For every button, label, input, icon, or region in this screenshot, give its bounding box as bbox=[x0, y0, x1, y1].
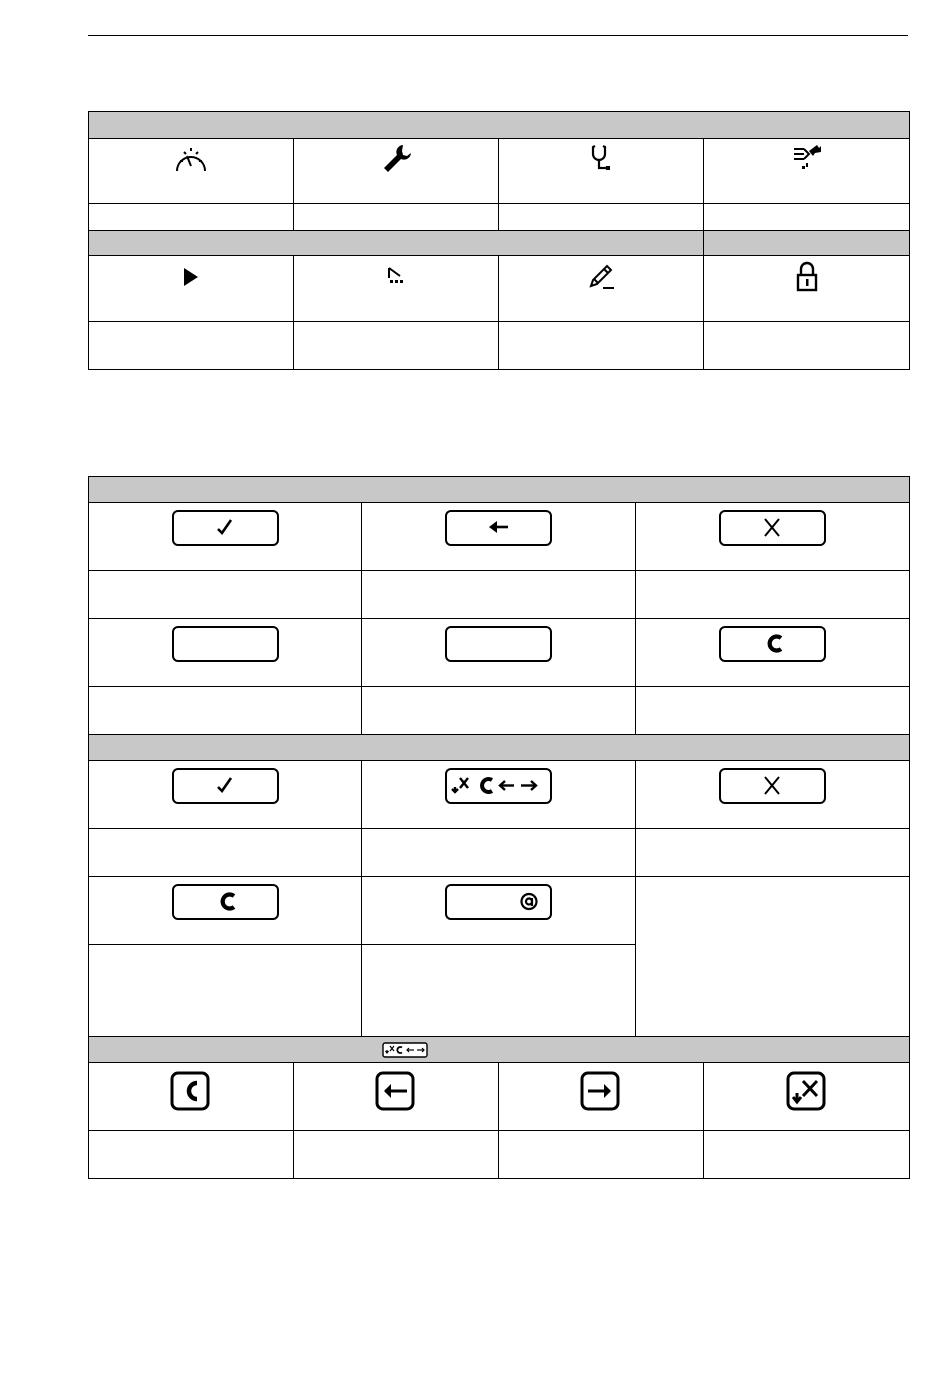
back-arrow-button[interactable] bbox=[445, 510, 552, 546]
label-cell bbox=[89, 1131, 294, 1179]
key-cell bbox=[89, 1063, 294, 1131]
keys-section1-row2 bbox=[89, 619, 910, 687]
dotted-play-icon bbox=[376, 256, 416, 296]
keys-section2-header-row bbox=[89, 735, 910, 761]
check-icon bbox=[174, 770, 276, 801]
pencil-icon bbox=[581, 256, 621, 296]
x-icon bbox=[721, 512, 823, 543]
key-cell bbox=[89, 619, 362, 687]
key-cell bbox=[362, 877, 636, 945]
table1-subheader-left bbox=[89, 231, 704, 256]
label-cell bbox=[89, 571, 362, 619]
table1-subheader-right bbox=[704, 231, 910, 256]
key-cell bbox=[704, 1063, 910, 1131]
table1-icon-row-2 bbox=[89, 256, 910, 322]
blank-button[interactable] bbox=[445, 626, 552, 662]
label-cell bbox=[499, 1131, 704, 1179]
label-cell bbox=[362, 945, 636, 1037]
check-button[interactable] bbox=[172, 510, 279, 546]
key-cell bbox=[636, 503, 910, 571]
key-cell bbox=[362, 761, 636, 829]
clear-key-icon[interactable] bbox=[169, 1069, 213, 1113]
label-cell bbox=[362, 687, 636, 735]
key-cell bbox=[636, 761, 910, 829]
play-cell bbox=[89, 256, 294, 322]
gauge-icon bbox=[171, 139, 211, 179]
header-rule bbox=[88, 35, 908, 36]
keys-section3-row1 bbox=[89, 1063, 910, 1131]
cursor-right-key-icon[interactable] bbox=[579, 1069, 623, 1113]
at-sign-button[interactable] bbox=[445, 884, 552, 920]
key-cell bbox=[636, 619, 910, 687]
check-icon bbox=[174, 512, 276, 543]
play-icon bbox=[171, 256, 211, 296]
label-cell bbox=[636, 687, 910, 735]
cursor-left-key-icon[interactable] bbox=[374, 1069, 418, 1113]
dotted-play-cell bbox=[294, 256, 499, 322]
label-cell bbox=[89, 945, 362, 1037]
keys-section1-label-row1 bbox=[89, 571, 910, 619]
clear-c-button[interactable] bbox=[719, 626, 826, 662]
back-arrow-icon bbox=[447, 512, 549, 543]
label-cell bbox=[704, 322, 910, 370]
label-cell bbox=[294, 322, 499, 370]
keys-section3-header bbox=[89, 1037, 910, 1063]
table1-subheader-row bbox=[89, 231, 910, 256]
editor-keys-icon bbox=[447, 770, 549, 801]
blank-button[interactable] bbox=[172, 626, 279, 662]
expert-plug-icon bbox=[787, 139, 827, 179]
label-cell bbox=[89, 204, 294, 231]
keys-section1-header-row bbox=[89, 477, 910, 503]
padlock-icon bbox=[787, 256, 827, 296]
label-cell bbox=[362, 829, 636, 877]
cancel-x-button[interactable] bbox=[719, 768, 826, 804]
clear-c-button[interactable] bbox=[172, 884, 279, 920]
keys-section2-label-row1 bbox=[89, 829, 910, 877]
c-icon bbox=[174, 886, 276, 917]
label-cell bbox=[294, 1131, 499, 1179]
empty-merged-cell bbox=[636, 877, 910, 1037]
label-cell bbox=[499, 204, 704, 231]
key-cell bbox=[362, 503, 636, 571]
check-button[interactable] bbox=[172, 768, 279, 804]
key-cell bbox=[294, 1063, 499, 1131]
wrench-cell bbox=[294, 139, 499, 204]
keys-section1-header bbox=[89, 477, 910, 503]
table1-header bbox=[89, 112, 910, 139]
keys-section2-row1 bbox=[89, 761, 910, 829]
keys-section1-label-row2 bbox=[89, 687, 910, 735]
editor-keys-button[interactable] bbox=[445, 768, 552, 804]
key-cell bbox=[362, 619, 636, 687]
gauge-cell bbox=[89, 139, 294, 204]
backspace-key-icon[interactable] bbox=[785, 1069, 829, 1113]
label-cell bbox=[362, 571, 636, 619]
keys-section3-header-row bbox=[89, 1037, 910, 1063]
cancel-x-button[interactable] bbox=[719, 510, 826, 546]
label-cell bbox=[89, 829, 362, 877]
keys-section3-label-row bbox=[89, 1131, 910, 1179]
key-cell bbox=[499, 1063, 704, 1131]
stethoscope-icon bbox=[581, 139, 621, 179]
keys-section2-header bbox=[89, 735, 910, 761]
label-cell bbox=[636, 829, 910, 877]
editor-keys-mini-icon bbox=[382, 1042, 428, 1058]
keys-table bbox=[88, 476, 910, 1179]
key-cell bbox=[89, 503, 362, 571]
wrench-icon bbox=[376, 139, 416, 179]
label-cell bbox=[704, 1131, 910, 1179]
key-cell bbox=[89, 877, 362, 945]
label-cell bbox=[704, 204, 910, 231]
label-cell bbox=[294, 204, 499, 231]
stethoscope-cell bbox=[499, 139, 704, 204]
label-cell bbox=[89, 322, 294, 370]
c-icon bbox=[721, 628, 823, 659]
table1-label-row-2 bbox=[89, 322, 910, 370]
at-sign-icon bbox=[447, 886, 549, 917]
table1-icon-row bbox=[89, 139, 910, 204]
symbols-table bbox=[88, 111, 910, 370]
pencil-cell bbox=[499, 256, 704, 322]
label-cell bbox=[499, 322, 704, 370]
keys-section2-row2 bbox=[89, 877, 910, 945]
expert-cell bbox=[704, 139, 910, 204]
padlock-cell bbox=[704, 256, 910, 322]
label-cell bbox=[89, 687, 362, 735]
x-icon bbox=[721, 770, 823, 801]
keys-section1-row1 bbox=[89, 503, 910, 571]
table1-header-row bbox=[89, 112, 910, 139]
table1-label-row-1 bbox=[89, 204, 910, 231]
label-cell bbox=[636, 571, 910, 619]
key-cell bbox=[89, 761, 362, 829]
